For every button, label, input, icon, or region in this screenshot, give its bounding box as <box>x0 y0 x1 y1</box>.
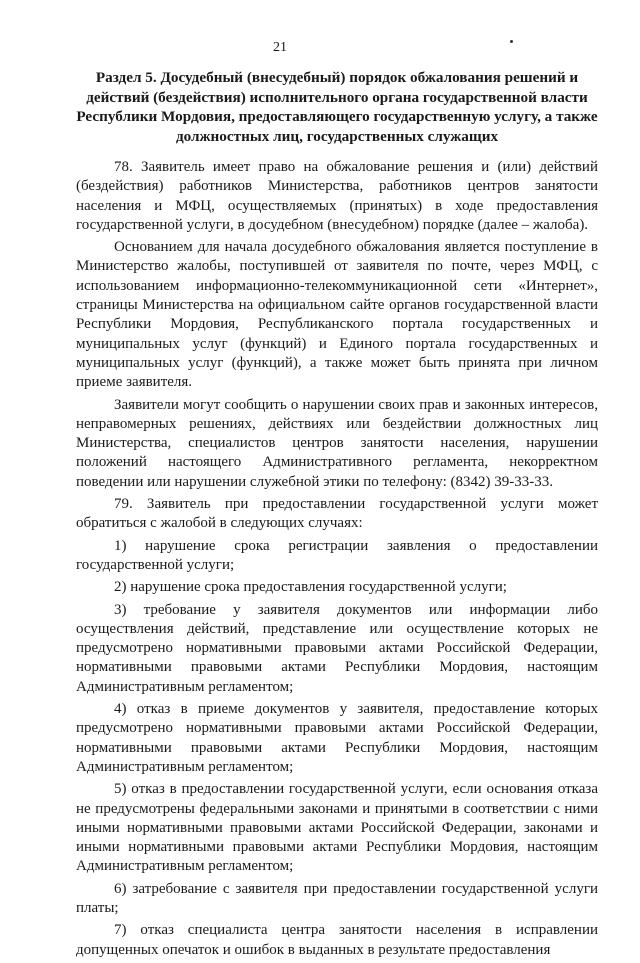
list-item-1: 1) нарушение срока регистрации заявления о предоставлении государственной услуги; <box>76 537 598 573</box>
paragraph-basis: Основанием для начала досудебного обжалования является поступление в Министерство жалобы, поступившей от заявителя по почте, через МФЦ, с использованием информационно-телекоммуникационной сети «Интернет», страницы Министерства на официальном сайте органов государственной власти Республики Мордовия, Республиканского портала государственных и муниципальных услуг (функций) и Единого портала государственных и муниципальных услуг (функций), а также может быть принята при личном приеме заявителя. <box>76 239 598 391</box>
list-item-2: 2) нарушение срока предоставления государственной услуги; <box>114 579 507 596</box>
list-item-6: 6) затребование с заявителя при предоставлении государственной услуги платы; <box>76 880 598 916</box>
list-item-3: 3) требование у заявителя документов или информации либо осуществления действий, представление или осуществление которых не предусмотрено нормативными правовыми актами Российской Федерации, нормативными правовыми актами Республики Мордовия, настоящим Административным регламентом; <box>76 601 598 695</box>
paragraph-79: 79. Заявитель при предоставлении государственной услуги может обратиться с жалобой в следующих случаях: <box>76 496 598 532</box>
paragraph-78: 78. Заявитель имеет право на обжалование решения и (или) действий (бездействия) работников Министерства, работников центров занятости населения и МФЦ, осуществляемых (принятых) в ходе предоставления государственной услуги, в досудебном (внесудебном) порядке (далее – жалоба). <box>76 159 598 233</box>
list-item-5: 5) отказ в предоставлении государственной услуги, если основания отказа не предусмотрены федеральными законами и принятыми в соответствии с ними иными нормативными правовыми актами Российской Федерации, законами и иными нормативными правовыми актами Республики Мордовия, настоящим Административным регламентом; <box>76 781 598 875</box>
paragraph-phone: Заявители могут сообщить о нарушении своих прав и законных интересов, неправомерных решениях, действиях или бездействии должностных лиц Министерства, специалистов центров занятости населения, нарушении положений настоящего Административного регламента, некорректном поведении или нарушении служебной этики по телефону: (8342) 39-33-33. <box>76 396 598 490</box>
page-number: 21 <box>273 40 287 55</box>
section-heading: Раздел 5. Досудебный (внесудебный) порядок обжалования решений и действий (бездействия) исполнительного органа государственной власти Республики Мордовия, предоставляющего государственную услугу, а также должностных лиц, государственных служащих <box>76 69 598 145</box>
scan-speck <box>510 40 513 43</box>
list-item-4: 4) отказ в приеме документов у заявителя, предоставление которых предусмотрено нормативными правовыми актами Российской Федерации, нормативными правовыми актами Республики Мордовия, настоящим Административным регламентом; <box>76 701 598 775</box>
list-item-7: 7) отказ специалиста центра занятости населения в исправлении допущенных опечаток и ошибок в выданных в результате предоставления <box>76 922 598 958</box>
body-text <box>76 158 598 963</box>
